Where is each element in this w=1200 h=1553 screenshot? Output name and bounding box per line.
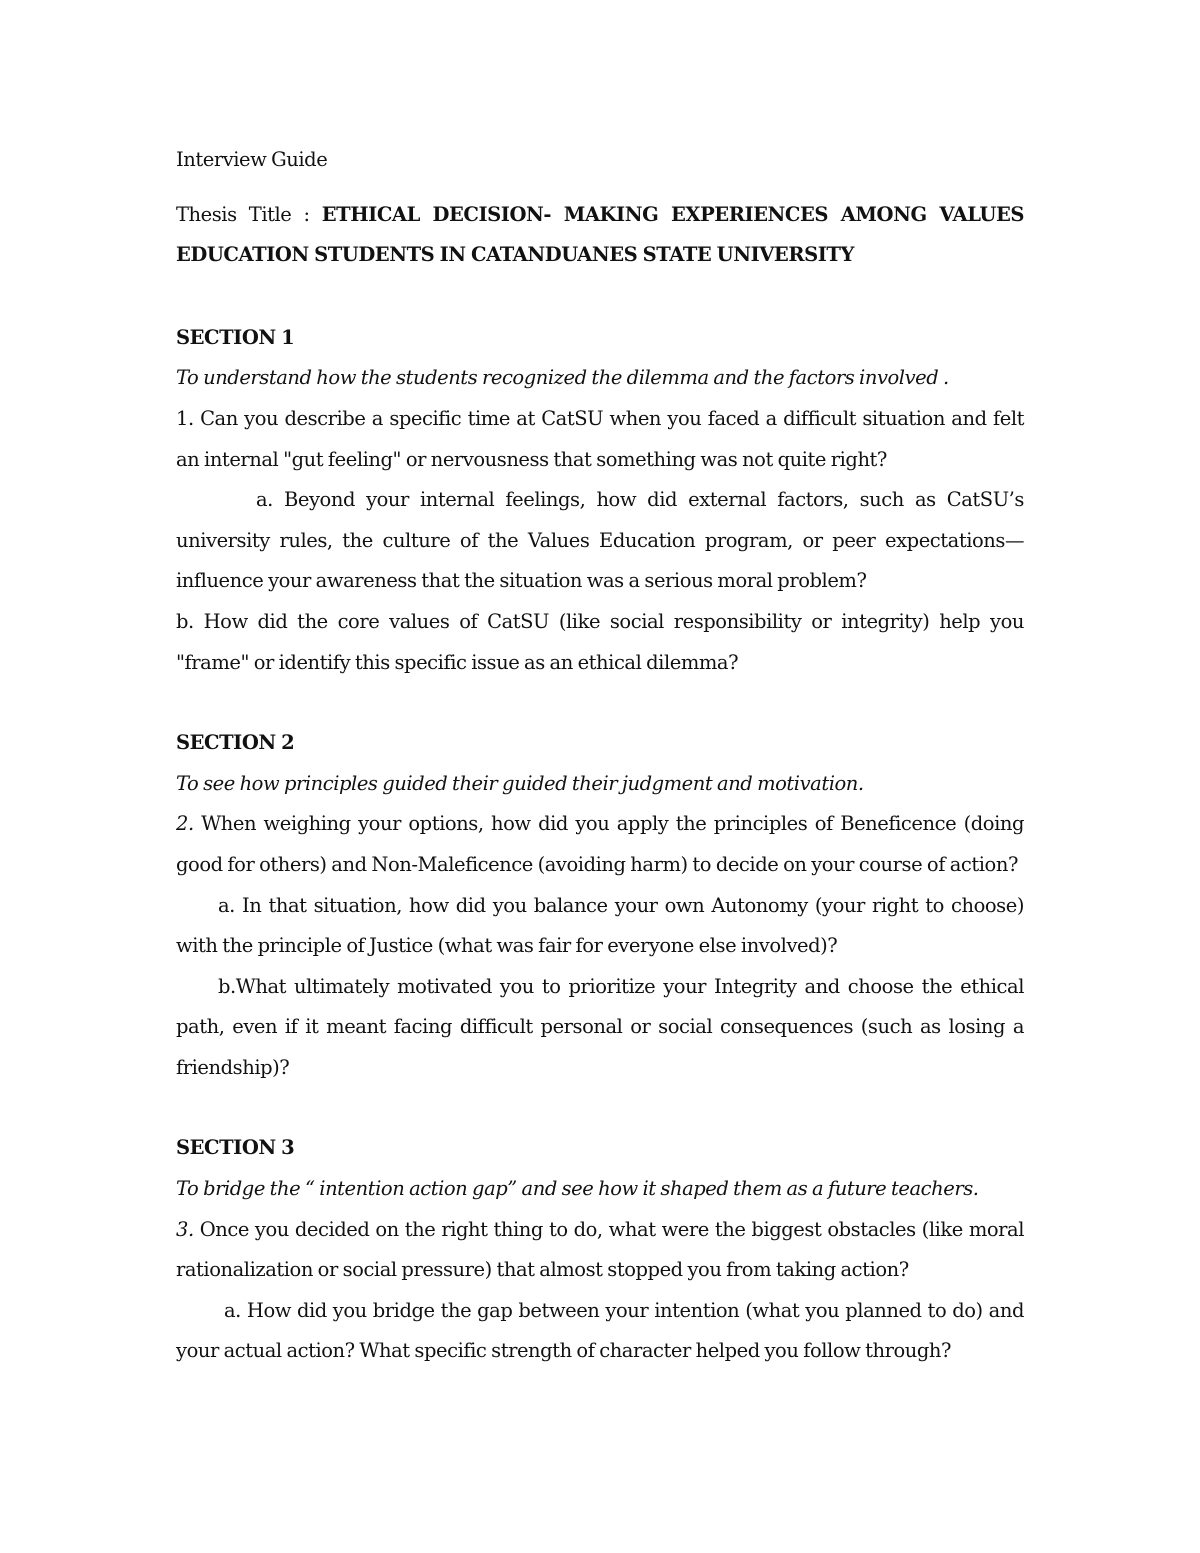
thesis-title-prefix: Thesis Title : [176,202,322,226]
section-1-heading: SECTION 1 [176,325,295,349]
question-3 [176,1210,1024,1291]
question-2 [176,804,1024,885]
question-1-text: Can you describe a specific time at CatSU when you faced a difficult situation and felt an internal "gut feeling" or nervousness that something was not quite right? [176,406,1024,471]
document-page [176,140,1024,1372]
question-2-number: 2. [176,812,194,836]
section-2-heading: SECTION 2 [176,731,295,755]
thesis-title: ETHICAL DECISION- MAKING EXPERIENCES AMONG VALUES EDUCATION STUDENTS IN CATANDUANES STATE UNIVERSITY [176,202,1024,267]
question-3a: a. How did you bridge the gap between your intention (what you planned to do) and your actual action? What specific strength of character helped you follow through? [176,1298,1024,1363]
question-1b: b. How did the core values of CatSU (like social responsibility or integrity) help you "frame" or identify this specific issue as an ethical dilemma? [176,609,1024,674]
document-label: Interview Guide [176,148,328,171]
section-1-objective: To understand how the students recognized the dilemma and the factors involved . [176,366,949,390]
question-1-number: 1. [176,406,194,430]
section-3-objective: To bridge the “ intention action gap” and see how it shaped them as a future teachers. [176,1177,979,1201]
question-2a: a. In that situation, how did you balance your own Autonomy (your right to choose) with the principle of Justice (what was fair for everyone else involved)? [176,893,1024,958]
question-3-text: Once you decided on the right thing to do, what were the biggest obstacles (like moral rationalization or social pressure) that almost stopped you from taking action? [176,1217,1025,1282]
question-2b: b.What ultimately motivated you to prioritize your Integrity and choose the ethical path, even if it meant facing difficult personal or social consequences (such as losing a friendship)? [176,974,1024,1079]
question-2-text: When weighing your options, how did you apply the principles of Beneficence (doing good for others) and Non-Maleficence (avoiding harm) to decide on your course of action? [176,812,1025,876]
thesis-title-line [176,195,1024,276]
section-3-heading: SECTION 3 [176,1136,295,1160]
question-1 [176,399,1024,480]
question-1a: a. Beyond your internal feelings, how did external factors, such as CatSU’s university rules, the culture of the Values Education program, or peer expectations—influence your awareness that the situation was a serious moral problem? [176,488,1024,593]
section-2-objective: To see how principles guided their guided their judgment and motivation. [176,771,864,795]
question-3-number: 3. [176,1217,194,1241]
